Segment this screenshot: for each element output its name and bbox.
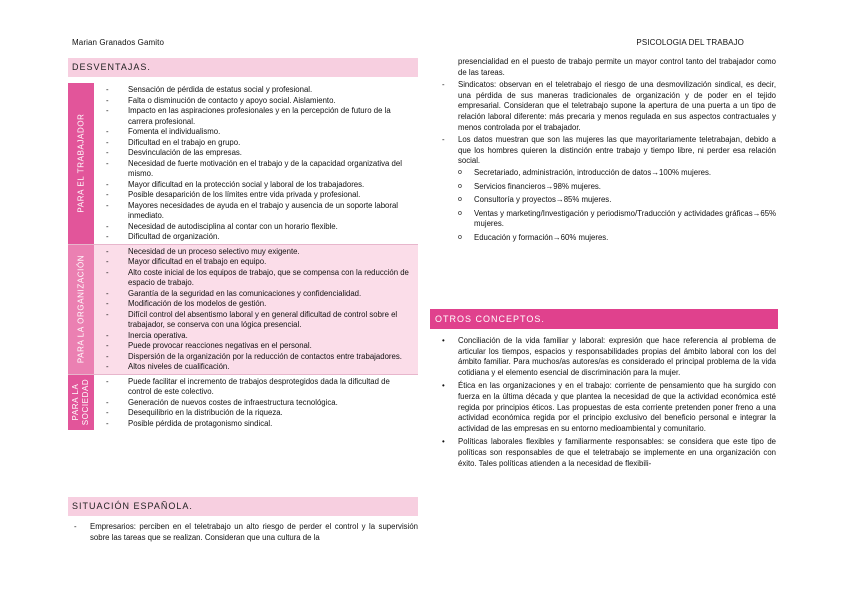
sub-item: o Ventas y marketing/Investigación y periodismo/Traducción y actividades gráficas→65% mujeres.	[440, 209, 776, 230]
situacion-paragraph: - Empresarios: perciben en el teletrabajo un alto riesgo de perder el control y la supervisión sobre las tareas que se realizan. Consideran que una cultura de la	[72, 522, 418, 544]
list-item: - Puede provocar reacciones negativas en el personal.	[106, 341, 412, 352]
section-otros-conceptos: OTROS CONCEPTOS.	[430, 309, 778, 329]
list-item: - Dispersión de la organización por la reducción de contactos entre trabajadores.	[106, 352, 412, 363]
list-item: - Difícil control del absentismo laboral y en general dificultad de control sobre el trabajador, se conserva con una lógica presencial.	[106, 310, 412, 331]
sub-item: o Secretariado, administración, introducción de datos→100% mujeres.	[440, 168, 776, 179]
list-item: - Impacto en las aspiraciones profesionales y en la percepción de futuro de la carrera profesional.	[106, 106, 412, 127]
concepto-conciliacion: • Conciliación de la vida familiar y laboral: expresión que hace referencia al problema de articular los tiempos, espacios y responsabilidades propias del ámbito laboral con los del ámbito familiar. Para muchos/as autores/as es considerado el principal problema de la vida cotidiana y el elemento esencial de discriminación para la mujer.	[440, 336, 776, 378]
list-item: - Desequilibrio en la distribución de la riqueza.	[106, 408, 412, 419]
list-item: - Falta o disminución de contacto y apoyo social. Aislamiento.	[106, 96, 412, 107]
group-label-trabajador: PARA EL TRABAJADOR	[68, 83, 94, 244]
list-item: - Mayores necesidades de ayuda en el trabajo y ausencia de un soporte laboral inmediato.	[106, 201, 412, 222]
list-item: - Modificación de los modelos de gestión.	[106, 299, 412, 310]
list-item: - Mayor dificultad en la protección social y laboral de los trabajadores.	[106, 180, 412, 191]
group-trabajador	[68, 83, 418, 245]
list-item: - Dificultad de organización.	[106, 232, 412, 243]
sub-item: o Servicios financieros→98% mujeres.	[440, 182, 776, 193]
list-item: - Garantía de la seguridad en las comunicaciones y confidencialidad.	[106, 289, 412, 300]
list-item: - Desvinculación de las empresas.	[106, 148, 412, 159]
section-desventajas: DESVENTAJAS.	[68, 58, 418, 77]
list-item: - Posible desaparición de los límites entre vida privada y profesional.	[106, 190, 412, 201]
author-name: Marian Granados Gamito	[72, 38, 165, 47]
group-label-organizacion: PARA LA ORGANIZACIÓN	[68, 245, 94, 374]
document-subject: PSICOLOGIA DEL TRABAJO	[636, 38, 744, 47]
section-situacion: SITUACIÓN ESPAÑOLA.	[68, 497, 418, 516]
list-item: - Fomenta el individualismo.	[106, 127, 412, 138]
group-items-sociedad	[94, 375, 418, 431]
list-item: - Sensación de pérdida de estatus social y profesional.	[106, 85, 412, 96]
sub-item: o Consultoría y proyectos→85% mujeres.	[440, 195, 776, 206]
concepto-etica: • Ética en las organizaciones y en el trabajo: corriente de pensamiento que ha surgido con fuerza en la última década y que plantea la necesidad de que la actividad económica esté regida por principios éticos. Las propuestas de esta corriente pretenden poner freno a una actividad económica regida por el principio exclusivo del beneficio personal e integrar la actividad de las empresas en su entorno medioambiental y comunitario.	[440, 381, 776, 434]
group-organizacion	[68, 245, 418, 375]
datos-paragraph: - Los datos muestran que son las mujeres las que mayoritariamente teletrabajan, debido a que los hombres quieren la distinción entre trabajo y tiempo libre, ni perder esa relación social.	[440, 135, 776, 167]
list-item: - Necesidad de autodisciplina al contar con un horario flexible.	[106, 222, 412, 233]
group-items-organizacion	[94, 245, 418, 374]
desventajas-table	[68, 83, 418, 430]
list-item: - Altos niveles de cualificación.	[106, 362, 412, 373]
list-item: - Generación de nuevos costes de infraestructura tecnológica.	[106, 398, 412, 409]
list-item: - Dificultad en el trabajo en grupo.	[106, 138, 412, 149]
list-item: - Inercia operativa.	[106, 331, 412, 342]
list-item: - Alto coste inicial de los equipos de trabajo, que se compensa con la reducción de espacio de trabajo.	[106, 268, 412, 289]
right-column-bottom	[440, 336, 776, 470]
group-sociedad	[68, 375, 418, 431]
group-items-trabajador	[94, 83, 418, 244]
concepto-politicas: • Políticas laborales flexibles y familiarmente responsables: se considera que este tipo de políticas son responsables de que el teletrabajo se implemente en una organización con éxito. Tales políticas atienden a la necesidad de flexibili-	[440, 437, 776, 469]
list-item: - Necesidad de fuerte motivación en el trabajo y de la capacidad organizativa del mismo.	[106, 159, 412, 180]
continued-paragraph: presencialidad en el puesto de trabajo permite un mayor control tanto del trabajador como de las tareas.	[458, 57, 776, 77]
list-item: - Posible pérdida de protagonismo sindical.	[106, 419, 412, 430]
list-item: - Necesidad de un proceso selectivo muy exigente.	[106, 247, 412, 258]
list-item: - Mayor dificultad en el trabajo en equipo.	[106, 257, 412, 268]
sindicatos-paragraph: - Sindicatos: observan en el teletrabajo el riesgo de una desmovilización sindical, es decir, una pérdida de sus maneras tradicionales de organización y de poder en el tejido empresarial. Consideran que el teletrabajo supone la apertura de una puerta a un tipo de relación laboral diferente: más precaria y menos regulada en sus aspectos contractuales y menos controlada por el trabajador.	[440, 80, 776, 133]
right-column-top	[440, 57, 776, 247]
list-item: - Puede facilitar el incremento de trabajos desprotegidos dada la dificultad de control de este colectivo.	[106, 377, 412, 398]
sub-item: o Educación y formación→60% mujeres.	[440, 233, 776, 244]
group-label-sociedad: PARA LA SOCIEDAD	[68, 375, 94, 431]
